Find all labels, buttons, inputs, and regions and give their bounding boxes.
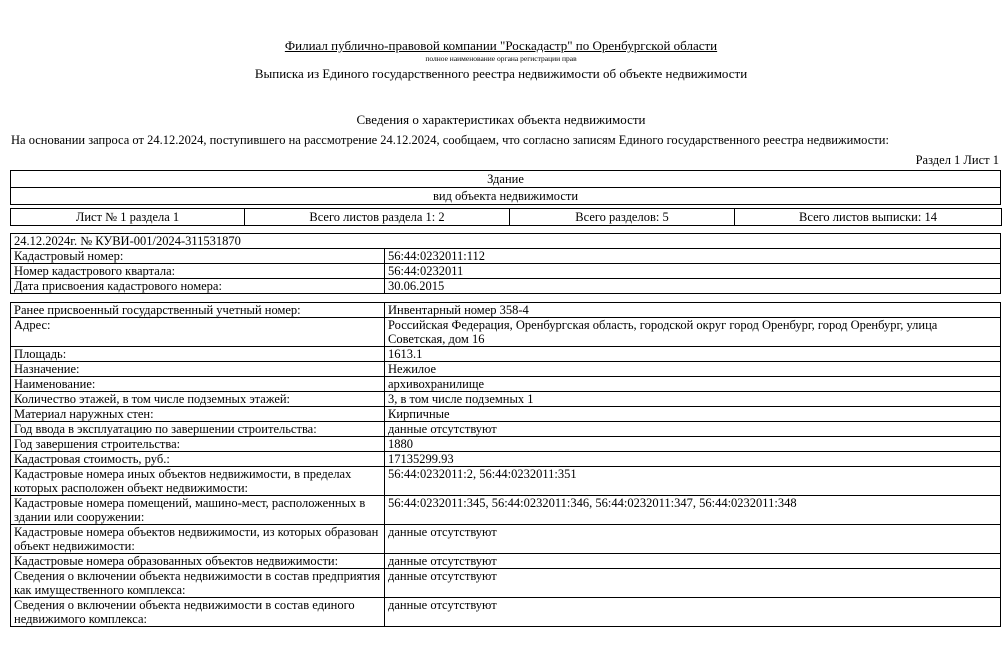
field-value: данные отсутствуют (385, 569, 1001, 598)
characteristics-table (10, 233, 1001, 627)
table-row (11, 407, 1001, 422)
field-value: 56:44:0232011:2, 56:44:0232011:351 (385, 467, 1001, 496)
field-label: Кадастровые номера объектов недвижимости, из которых образован объект недвижимости: (11, 525, 385, 554)
field-value: Инвентарный номер 358-4 (385, 303, 1001, 318)
basis-text: На основании запроса от 24.12.2024, поступившего на рассмотрение 24.12.2024, сообщаем, что согласно записям Единого государственного реестра недвижимости: (11, 133, 889, 147)
sheets-table (10, 208, 1002, 226)
table-row (11, 598, 1001, 627)
field-value: 56:44:0232011 (385, 264, 1001, 279)
field-label: Назначение: (11, 362, 385, 377)
field-label: Кадастровая стоимость, руб.: (11, 452, 385, 467)
separator-cell (11, 294, 1001, 303)
table-row (11, 362, 1001, 377)
table-row (11, 437, 1001, 452)
table-row (11, 554, 1001, 569)
field-label: Кадастровые номера иных объектов недвижимости, в пределах которых расположен объект недвижимости: (11, 467, 385, 496)
field-label: Количество этажей, в том числе подземных этажей: (11, 392, 385, 407)
field-value: Кирпичные (385, 407, 1001, 422)
table-row (11, 452, 1001, 467)
field-label: Год завершения строительства: (11, 437, 385, 452)
field-value: Нежилое (385, 362, 1001, 377)
field-label: Материал наружных стен: (11, 407, 385, 422)
field-label: Сведения о включении объекта недвижимости в состав предприятия как имущественного комплекса: (11, 569, 385, 598)
field-label: Сведения о включении объекта недвижимости в состав единого недвижимого комплекса: (11, 598, 385, 627)
field-label: Год ввода в эксплуатацию по завершении строительства: (11, 422, 385, 437)
organization-caption: полное наименование органа регистрации прав (425, 54, 577, 63)
table-row (11, 279, 1001, 294)
field-label: Дата присвоения кадастрового номера: (11, 279, 385, 294)
field-label: Наименование: (11, 377, 385, 392)
field-value: 56:44:0232011:112 (385, 249, 1001, 264)
field-label: Площадь: (11, 347, 385, 362)
field-label: Адрес: (11, 318, 385, 347)
table-row (11, 318, 1001, 347)
organization-name: Филиал публично-правовой компании "Роскадастр" по Оренбургской области (284, 38, 718, 53)
section-title: Сведения о характеристиках объекта недвижимости (356, 112, 646, 127)
field-value: 17135299.93 (385, 452, 1001, 467)
table-row (11, 525, 1001, 554)
field-value: данные отсутствуют (385, 422, 1001, 437)
field-value: архивохранилище (385, 377, 1001, 392)
table-row (11, 249, 1001, 264)
field-label: Кадастровый номер: (11, 249, 385, 264)
total-extract-sheets: Всего листов выписки: 14 (735, 209, 1002, 226)
total-sections: Всего разделов: 5 (510, 209, 735, 226)
table-row (11, 422, 1001, 437)
total-section-sheets: Всего листов раздела 1: 2 (245, 209, 510, 226)
document-reference: 24.12.2024г. № КУВИ-001/2024-311531870 (11, 234, 1001, 249)
field-label: Кадастровые номера образованных объектов недвижимости: (11, 554, 385, 569)
part-label: Раздел 1 Лист 1 (915, 153, 999, 167)
table-row (11, 467, 1001, 496)
table-row (11, 347, 1001, 362)
object-type-table (10, 170, 1001, 205)
field-label: Ранее присвоенный государственный учетный номер: (11, 303, 385, 318)
sheet-number: Лист № 1 раздела 1 (11, 209, 245, 226)
document-title: Выписка из Единого государственного реестра недвижимости об объекте недвижимости (254, 66, 748, 81)
table-row (11, 496, 1001, 525)
object-type-caption: вид объекта недвижимости (11, 188, 1001, 205)
object-type: Здание (11, 171, 1001, 188)
field-value: 1613.1 (385, 347, 1001, 362)
table-row (11, 264, 1001, 279)
field-value: 3, в том числе подземных 1 (385, 392, 1001, 407)
table-row (11, 569, 1001, 598)
table-row (11, 392, 1001, 407)
field-value: 56:44:0232011:345, 56:44:0232011:346, 56:44:0232011:347, 56:44:0232011:348 (385, 496, 1001, 525)
field-value: 1880 (385, 437, 1001, 452)
table-row (11, 377, 1001, 392)
field-label: Кадастровые номера помещений, машино-мест, расположенных в здании или сооружении: (11, 496, 385, 525)
field-label: Номер кадастрового квартала: (11, 264, 385, 279)
field-value: данные отсутствуют (385, 598, 1001, 627)
field-value: 30.06.2015 (385, 279, 1001, 294)
field-value: данные отсутствуют (385, 554, 1001, 569)
table-row (11, 303, 1001, 318)
row-separator (11, 294, 1001, 303)
field-value: данные отсутствуют (385, 525, 1001, 554)
field-value: Российская Федерация, Оренбургская область, городской округ город Оренбург, город Оренбург, улица Советская, дом 16 (385, 318, 1001, 347)
